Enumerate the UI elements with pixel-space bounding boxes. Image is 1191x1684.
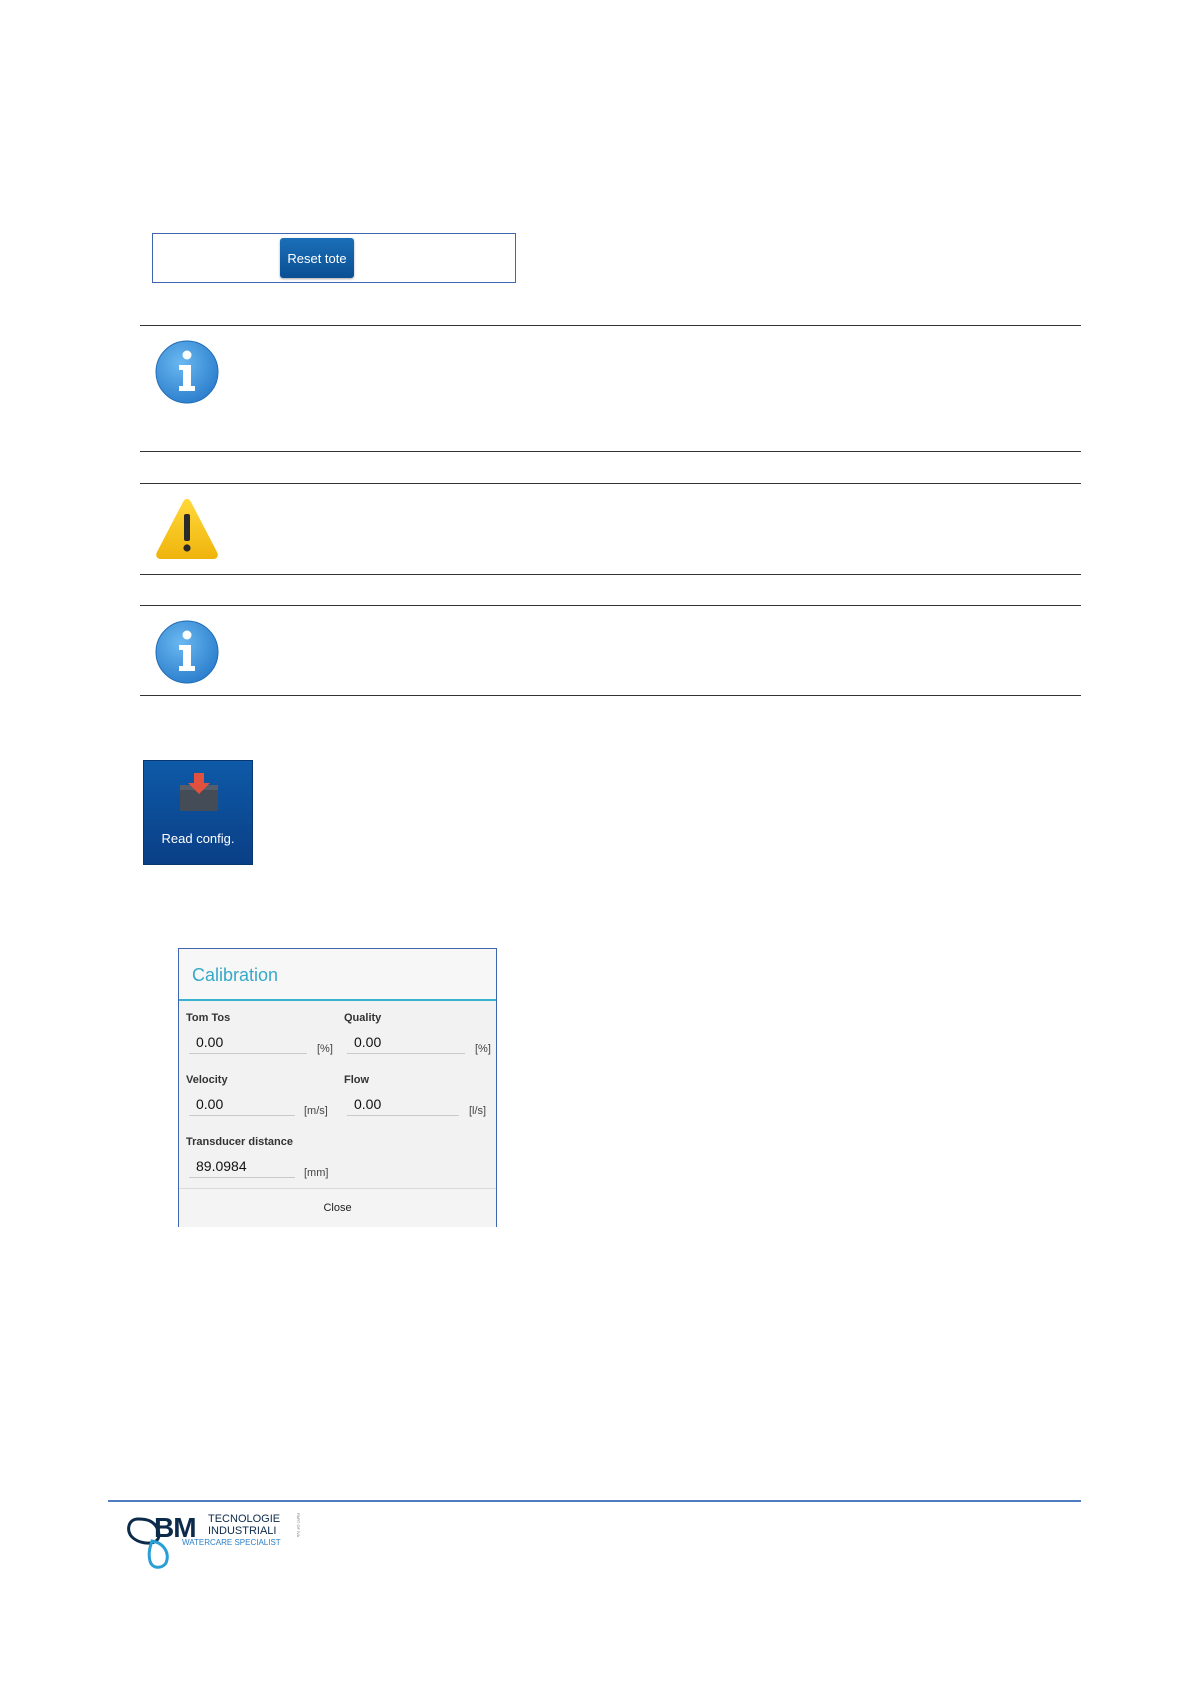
- download-icon: [178, 773, 220, 813]
- flow-field[interactable]: [347, 1092, 459, 1116]
- dialog-title: Calibration: [192, 965, 279, 985]
- tom-tos-unit: [%]: [317, 1043, 333, 1055]
- warning-icon: [154, 496, 220, 562]
- quality-field[interactable]: [347, 1030, 465, 1054]
- tom-tos-label: Tom Tos: [186, 1012, 231, 1024]
- note-top-rule: [140, 325, 1081, 326]
- warning-top-rule: [140, 483, 1081, 484]
- velocity-unit: [m/s]: [304, 1105, 328, 1117]
- dialog-header: [179, 949, 496, 1001]
- company-logo: [124, 1511, 304, 1571]
- transducer-distance-label: Transducer distance: [186, 1136, 293, 1148]
- flow-label: Flow: [344, 1074, 370, 1086]
- logo-line1: TECNOLOGIE: [208, 1513, 281, 1525]
- read-config-label: Read config.: [161, 831, 235, 846]
- tom-tos-field[interactable]: [189, 1030, 307, 1054]
- logo-line2: INDUSTRIALI: [208, 1525, 277, 1537]
- note2-top-rule: [140, 605, 1081, 606]
- logo-line3: WATERCARE SPECIALIST: [182, 1538, 281, 1547]
- transducer-distance-field[interactable]: [189, 1154, 295, 1178]
- info-icon: [154, 339, 220, 405]
- calibration-dialog: [178, 948, 497, 1227]
- quality-label: Quality: [344, 1012, 382, 1024]
- velocity-field[interactable]: [189, 1092, 295, 1116]
- dialog-footer: [179, 1188, 496, 1227]
- transducer-distance-unit: [mm]: [304, 1167, 329, 1179]
- note-bottom-rule: [140, 451, 1081, 452]
- close-button[interactable]: Close: [179, 1189, 496, 1227]
- note2-bottom-rule: [140, 695, 1081, 696]
- reset-tote-panel: [152, 233, 516, 283]
- flow-unit: [l/s]: [469, 1105, 487, 1117]
- footer-rule: [108, 1500, 1081, 1502]
- info-icon: [154, 619, 220, 685]
- velocity-label: Velocity: [186, 1074, 228, 1086]
- reset-tote-button[interactable]: Reset tote: [280, 238, 354, 278]
- logo-letters: BM: [154, 1512, 196, 1543]
- warning-bottom-rule: [140, 574, 1081, 575]
- read-config-button[interactable]: [143, 760, 253, 865]
- quality-unit: [%]: [475, 1043, 491, 1055]
- logo-vertical-text: PART OF IVA: [296, 1513, 301, 1538]
